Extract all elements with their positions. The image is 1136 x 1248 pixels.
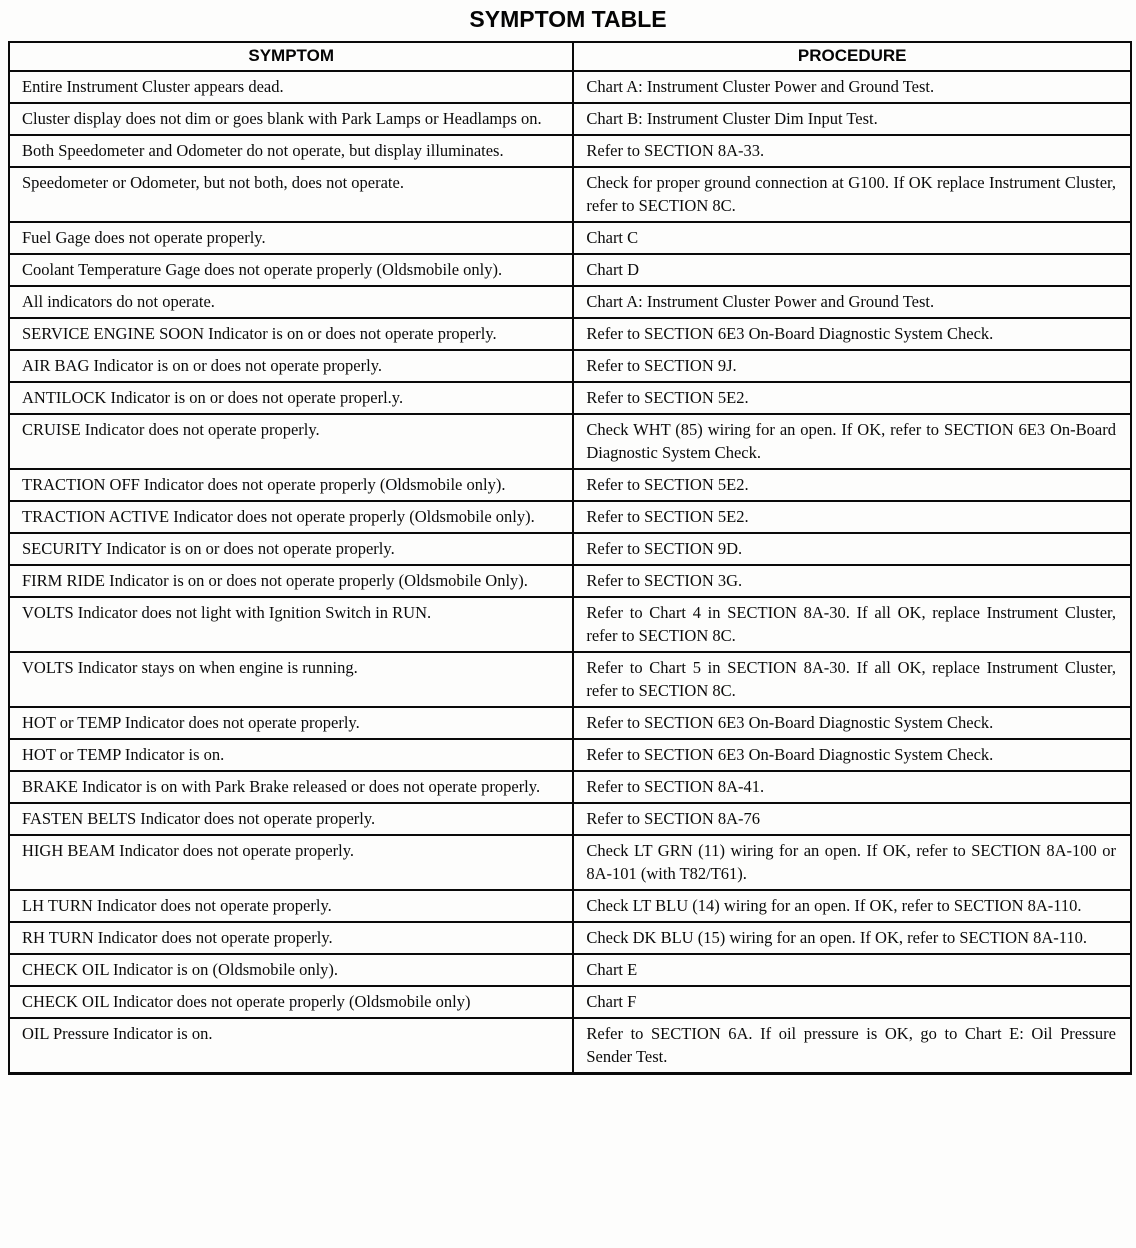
procedure-cell: Refer to SECTION 9D. (573, 533, 1131, 565)
table-row (9, 597, 1131, 652)
table-row (9, 318, 1131, 350)
procedure-cell: Chart C (573, 222, 1131, 254)
symptom-cell: Coolant Temperature Gage does not operate properly (Oldsmobile only). (9, 254, 573, 286)
procedure-cell: Refer to Chart 5 in SECTION 8A-30. If all OK, replace Instrument Cluster, refer to SECTION 8C. (573, 652, 1131, 707)
table-row (9, 835, 1131, 890)
table-row (9, 954, 1131, 986)
symptom-column-header: SYMPTOM (9, 42, 573, 71)
procedure-cell: Refer to SECTION 8A-41. (573, 771, 1131, 803)
procedure-column-header: PROCEDURE (573, 42, 1131, 71)
symptom-cell: FIRM RIDE Indicator is on or does not operate properly (Oldsmobile Only). (9, 565, 573, 597)
header-row (9, 42, 1131, 71)
procedure-cell: Chart E (573, 954, 1131, 986)
procedure-cell: Refer to Chart 4 in SECTION 8A-30. If all OK, replace Instrument Cluster, refer to SECTION 8C. (573, 597, 1131, 652)
symptom-cell: Both Speedometer and Odometer do not operate, but display illuminates. (9, 135, 573, 167)
symptom-cell: Speedometer or Odometer, but not both, does not operate. (9, 167, 573, 222)
table-row (9, 652, 1131, 707)
table-row (9, 739, 1131, 771)
procedure-cell: Refer to SECTION 8A-76 (573, 803, 1131, 835)
page-title: SYMPTOM TABLE (469, 6, 667, 32)
symptom-cell: CHECK OIL Indicator does not operate properly (Oldsmobile only) (9, 986, 573, 1018)
procedure-cell: Chart F (573, 986, 1131, 1018)
table-row (9, 71, 1131, 103)
table-row (9, 986, 1131, 1018)
table-row (9, 382, 1131, 414)
table-row (9, 533, 1131, 565)
procedure-cell: Chart A: Instrument Cluster Power and Ground Test. (573, 71, 1131, 103)
table-row (9, 135, 1131, 167)
procedure-cell: Check for proper ground connection at G100. If OK replace Instrument Cluster, refer to SECTION 8C. (573, 167, 1131, 222)
table-row (9, 1018, 1131, 1074)
table-row (9, 501, 1131, 533)
symptom-cell: Fuel Gage does not operate properly. (9, 222, 573, 254)
symptom-cell: LH TURN Indicator does not operate properly. (9, 890, 573, 922)
symptom-cell: Cluster display does not dim or goes blank with Park Lamps or Headlamps on. (9, 103, 573, 135)
symptom-cell: All indicators do not operate. (9, 286, 573, 318)
procedure-cell: Refer to SECTION 9J. (573, 350, 1131, 382)
table-row (9, 103, 1131, 135)
procedure-cell: Refer to SECTION 3G. (573, 565, 1131, 597)
procedure-cell: Check DK BLU (15) wiring for an open. If OK, refer to SECTION 8A-110. (573, 922, 1131, 954)
symptom-cell: BRAKE Indicator is on with Park Brake released or does not operate properly. (9, 771, 573, 803)
symptom-cell: HIGH BEAM Indicator does not operate properly. (9, 835, 573, 890)
symptom-cell: ANTILOCK Indicator is on or does not operate properl.y. (9, 382, 573, 414)
procedure-cell: Check LT GRN (11) wiring for an open. If OK, refer to SECTION 8A-100 or 8A-101 (with T82/T61). (573, 835, 1131, 890)
procedure-cell: Chart D (573, 254, 1131, 286)
symptom-cell: SERVICE ENGINE SOON Indicator is on or does not operate properly. (9, 318, 573, 350)
procedure-cell: Refer to SECTION 6E3 On-Board Diagnostic System Check. (573, 739, 1131, 771)
table-row (9, 565, 1131, 597)
symptom-table (8, 41, 1132, 1075)
table-row (9, 414, 1131, 469)
table-row (9, 350, 1131, 382)
symptom-table-header (9, 42, 1131, 71)
symptom-cell: VOLTS Indicator stays on when engine is running. (9, 652, 573, 707)
procedure-cell: Refer to SECTION 8A-33. (573, 135, 1131, 167)
procedure-cell: Refer to SECTION 6E3 On-Board Diagnostic System Check. (573, 318, 1131, 350)
symptom-cell: SECURITY Indicator is on or does not operate properly. (9, 533, 573, 565)
table-row (9, 803, 1131, 835)
procedure-cell: Check LT BLU (14) wiring for an open. If OK, refer to SECTION 8A-110. (573, 890, 1131, 922)
procedure-cell: Chart A: Instrument Cluster Power and Ground Test. (573, 286, 1131, 318)
symptom-cell: RH TURN Indicator does not operate properly. (9, 922, 573, 954)
symptom-table-body (9, 71, 1131, 1074)
procedure-cell: Refer to SECTION 5E2. (573, 382, 1131, 414)
table-row (9, 890, 1131, 922)
symptom-cell: HOT or TEMP Indicator does not operate properly. (9, 707, 573, 739)
symptom-cell: AIR BAG Indicator is on or does not operate properly. (9, 350, 573, 382)
table-row (9, 286, 1131, 318)
symptom-cell: VOLTS Indicator does not light with Ignition Switch in RUN. (9, 597, 573, 652)
procedure-cell: Refer to SECTION 5E2. (573, 501, 1131, 533)
table-row (9, 707, 1131, 739)
symptom-cell: HOT or TEMP Indicator is on. (9, 739, 573, 771)
symptom-cell: FASTEN BELTS Indicator does not operate properly. (9, 803, 573, 835)
procedure-cell: Refer to SECTION 6A. If oil pressure is OK, go to Chart E: Oil Pressure Sender Test. (573, 1018, 1131, 1074)
table-row (9, 222, 1131, 254)
procedure-cell: Refer to SECTION 6E3 On-Board Diagnostic System Check. (573, 707, 1131, 739)
procedure-cell: Check WHT (85) wiring for an open. If OK, refer to SECTION 6E3 On-Board Diagnostic System Check. (573, 414, 1131, 469)
table-row (9, 254, 1131, 286)
symptom-cell: OIL Pressure Indicator is on. (9, 1018, 573, 1074)
procedure-cell: Refer to SECTION 5E2. (573, 469, 1131, 501)
symptom-cell: TRACTION ACTIVE Indicator does not operate properly (Oldsmobile only). (9, 501, 573, 533)
symptom-cell: TRACTION OFF Indicator does not operate properly (Oldsmobile only). (9, 469, 573, 501)
symptom-cell: CRUISE Indicator does not operate properly. (9, 414, 573, 469)
table-row (9, 771, 1131, 803)
table-row (9, 167, 1131, 222)
procedure-cell: Chart B: Instrument Cluster Dim Input Test. (573, 103, 1131, 135)
symptom-cell: Entire Instrument Cluster appears dead. (9, 71, 573, 103)
symptom-cell: CHECK OIL Indicator is on (Oldsmobile only). (9, 954, 573, 986)
table-row (9, 469, 1131, 501)
table-row (9, 922, 1131, 954)
